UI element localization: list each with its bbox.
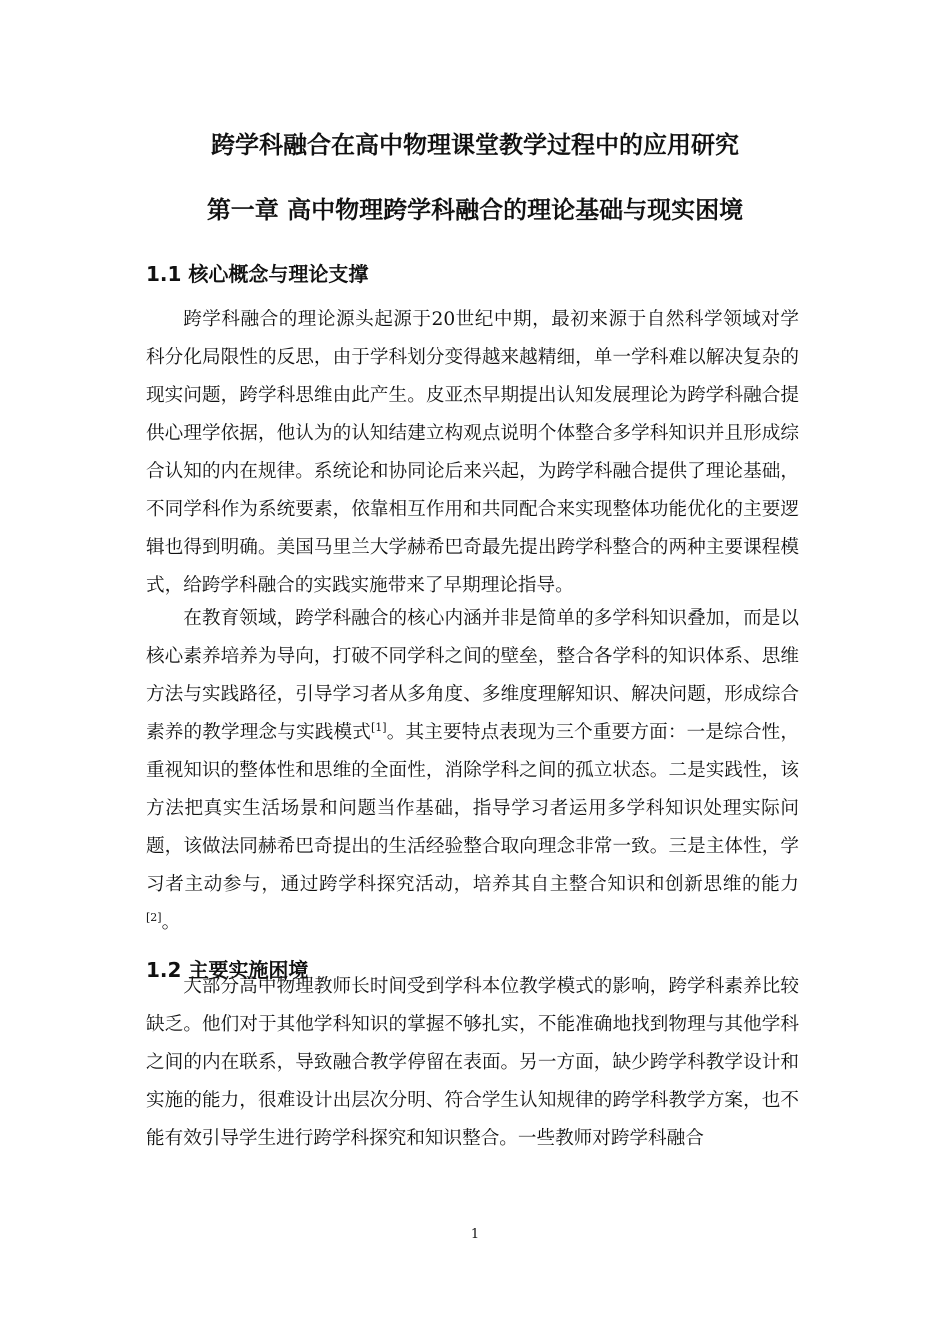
paragraph-text: 。其主要特点表现为三个重要方面：一是综合性，重视知识的整体性和思维的全面性，消除学科之间的孤立状态。二是实践性，该方法把真实生活场景和问题当作基础，指导学习者运用多学科知识处理实际问题，该做法同赫希巴奇提出的生活经验整合取向理念非常一致。三是主体性，学习者主动参与，通过跨学科探究活动，培养其自主整合知识和创新思维的能力	[146, 722, 799, 895]
citation-marker: [2]	[146, 910, 162, 924]
paragraph: 大部分高中物理教师长时间受到学科本位教学模式的影响，跨学科素养比较缺乏。他们对于其他学科知识的掌握不够扎实，不能准确地找到物理与其他学科之间的内在联系，导致融合教学停留在表面。另一方面，缺少跨学科教学设计和实施的能力，很难设计出层次分明、符合学生认知规律的跨学科教学方案，也不能有效引导学生进行跨学科探究和知识整合。一些教师对跨学科融合	[146, 976, 799, 1149]
paragraph-text: 。	[161, 912, 181, 933]
paragraph: 跨学科融合的理论源头起源于20世纪中期，最初来源于自然科学领域对学科分化局限性的反思，由于学科划分变得越来越精细，单一学科难以解决复杂的现实问题，跨学科思维由此产生。皮亚杰早期提出认知发展理论为跨学科融合提供心理学依据，他认为的认知结建立构观点说明个体整合多学科知识并且形成综合认知的内在规律。系统论和协同论后来兴起，为跨学科融合提供了理论基础，不同学科作为系统要素，依靠相互作用和共同配合来实现整体功能优化的主要逻辑也得到明确。美国马里兰大学赫希巴奇最先提出跨学科整合的两种主要课程模式，给跨学科融合的实践实施带来了早期理论指导。	[146, 309, 799, 596]
paragraph-text: 在教育领域，跨学科融合的核心内涵并非是简单的多学科知识叠加，而是以核心素养培养为导向，打破不同学科之间的壁垒，整合各学科的知识体系、思维方法与实践路径，引导学习者从多角度、多维度理解知识、解决问题，形成综合素养的教学理念与实践模式	[146, 608, 799, 743]
page-number: 1	[470, 1227, 480, 1242]
chapter-title: 第一章 高中物理跨学科融合的理论基础与现实困境	[206, 196, 744, 224]
citation-marker: [1]	[370, 720, 387, 734]
section-heading-1-2: 1.2 主要实施困境	[146, 958, 309, 982]
paragraph	[146, 600, 799, 942]
section-heading-1-1: 1.1 核心概念与理论支撑	[146, 262, 369, 286]
document-title: 跨学科融合在高中物理课堂教学过程中的应用研究	[211, 131, 739, 159]
